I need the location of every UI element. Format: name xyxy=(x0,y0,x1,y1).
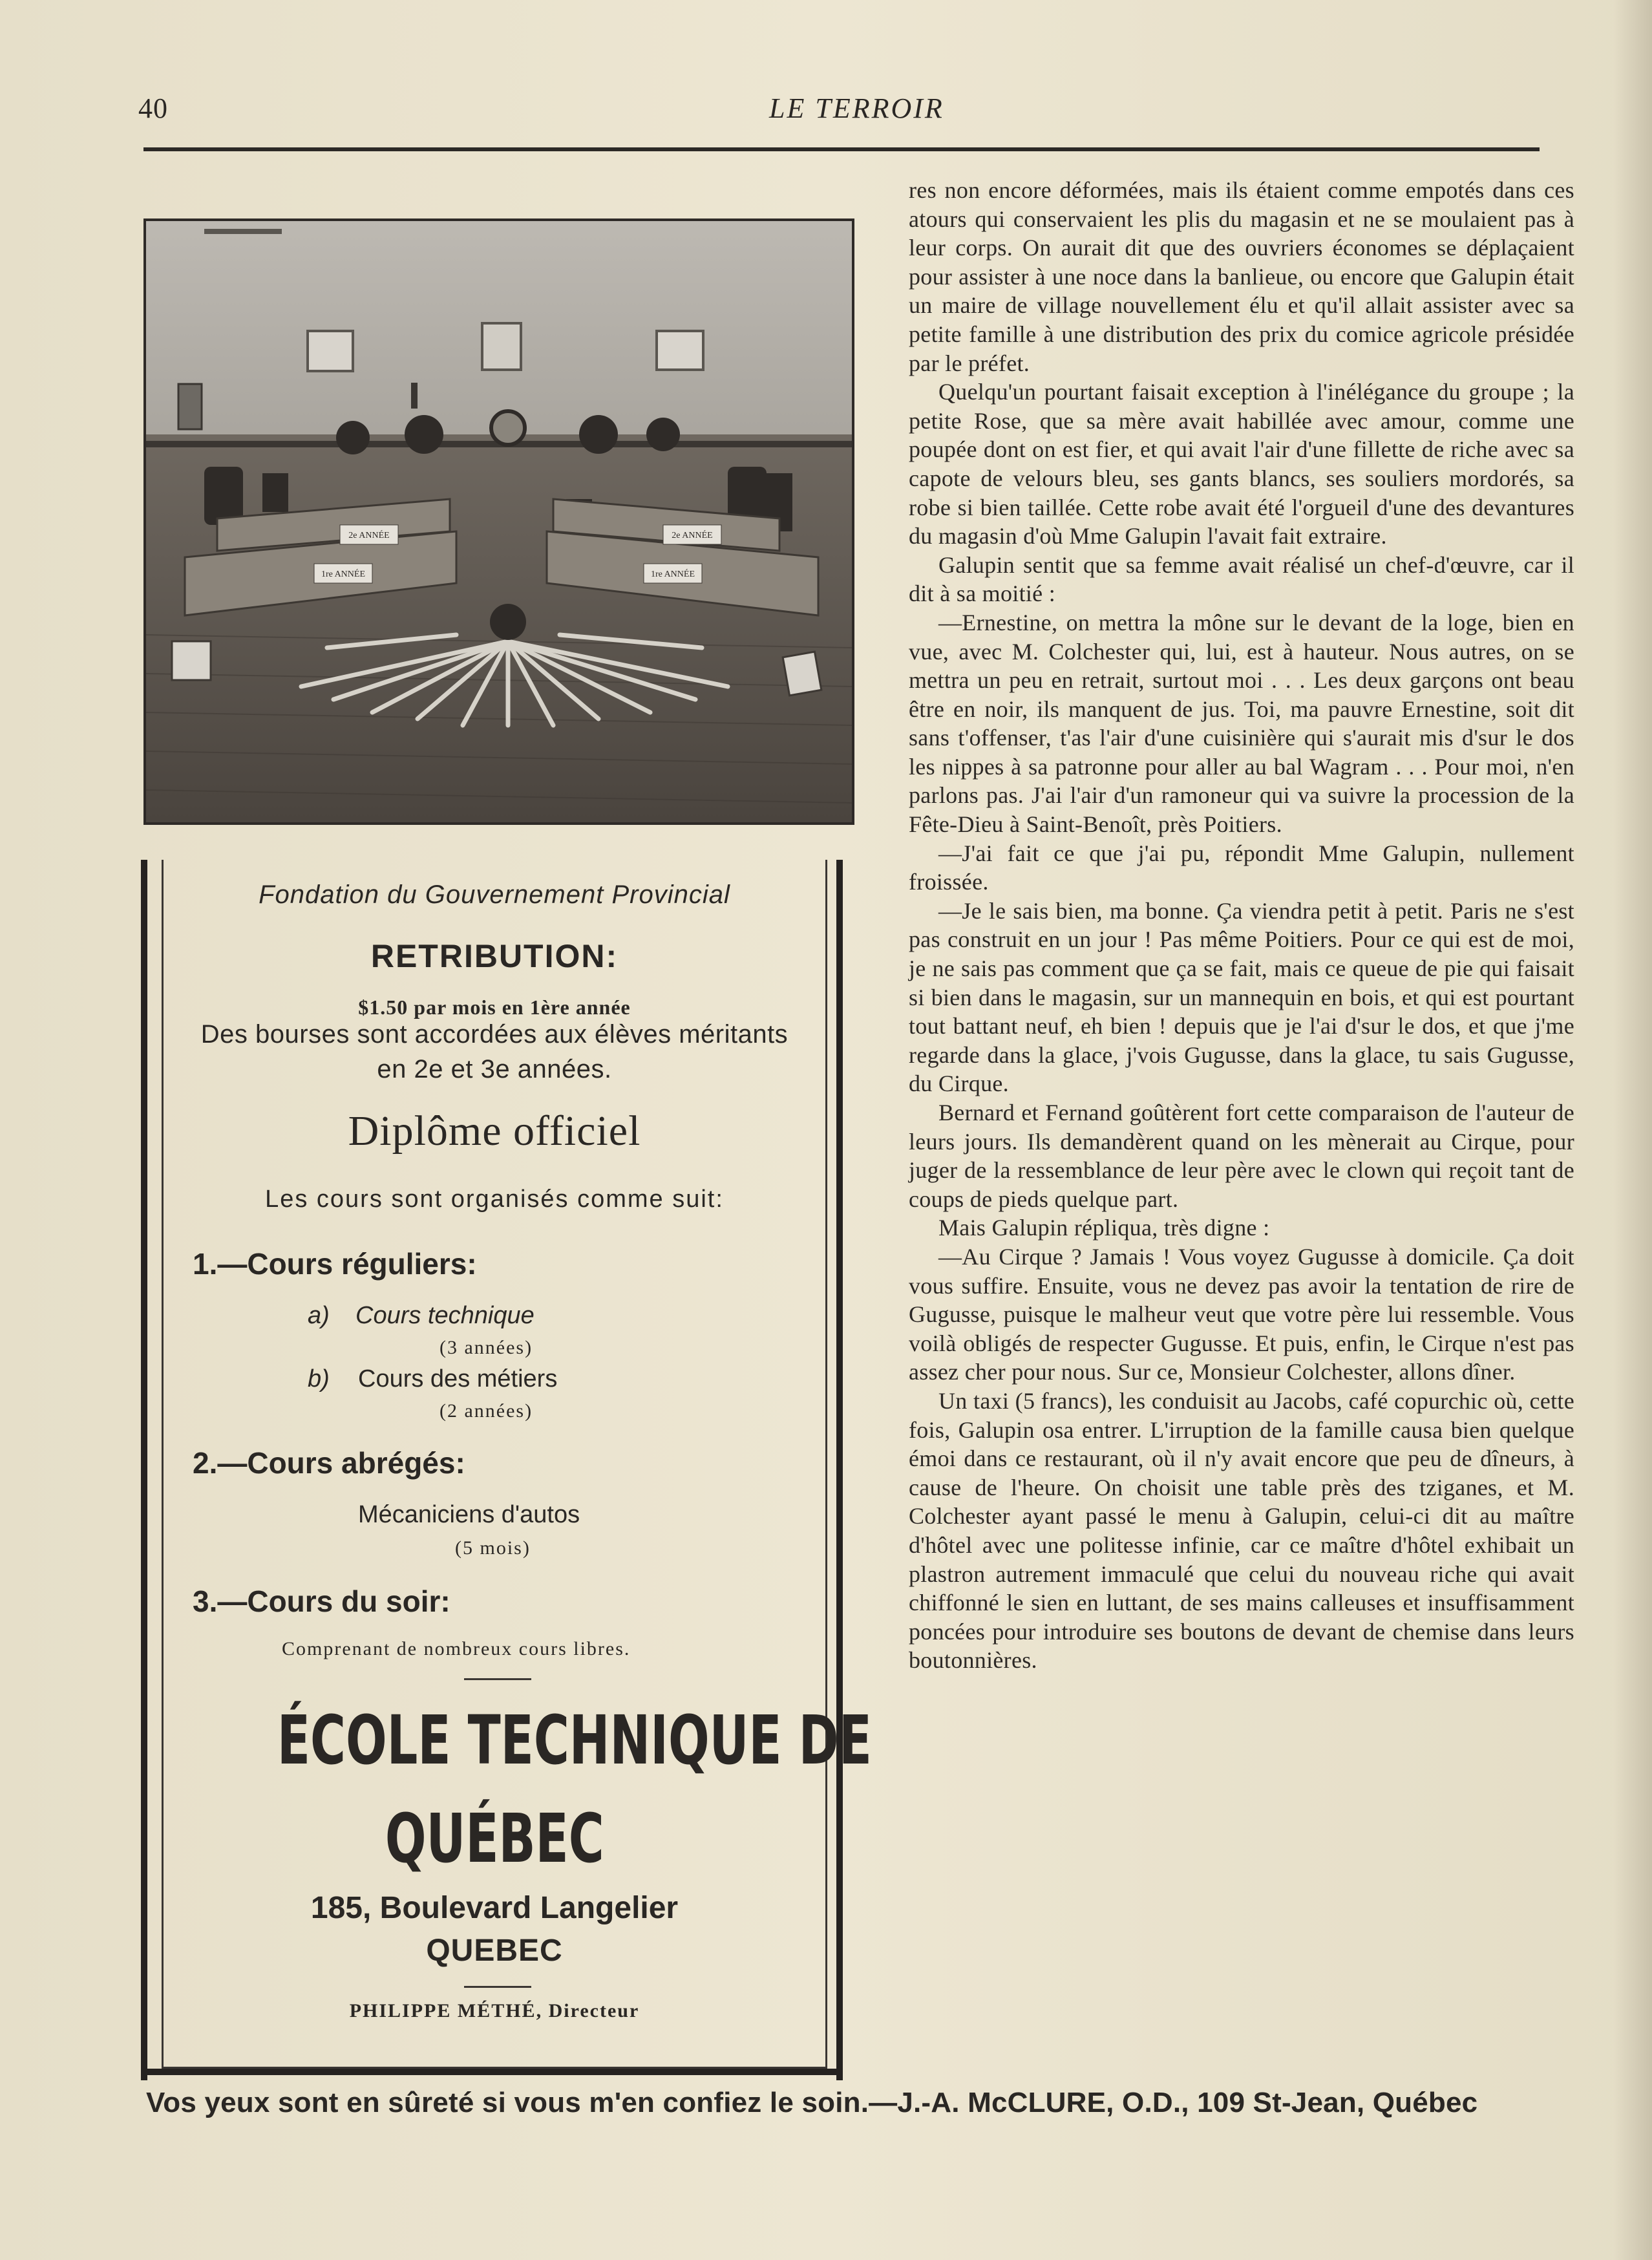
advert-school-line1-wrap xyxy=(162,1701,872,1780)
advert-foundation: Fondation du Gouvernement Provincial xyxy=(259,880,730,909)
sign-label: 2e ANNÉE xyxy=(672,531,713,540)
advert-section1-heading: 1.—Cours réguliers: xyxy=(193,1247,477,1281)
sign-label: 1re ANNÉE xyxy=(321,570,366,579)
article-paragraph: Bernard et Fernand goûtèrent fort cette comparaison de l'auteur de leurs jours. Ils demandèrent quand on les mènerait au Cirque, pour juger de la ressemblance de leur père avec le clown qui reçoit tant de coups de pieds quelque part. xyxy=(909,1100,1574,1212)
page-edge-shadow xyxy=(1613,0,1652,2260)
article-paragraph: —Ernestine, on mettra la mône sur le devant de la loge, bien en vue, avec M. Colchester qui, lui, est à hauteur. Nous autres, on se mettra un peu en retrait, surtout moi . . . Les deux garçons ont beau être en noir, ils manquent de jus. Toi, ma pauvre Ernestine, soit dit sans t'offenser, t'as l'air d'une cuisinière qui s'aurait mis d'sur le dos les nippes à sa patronne pour aller au bal Wagram . . . Pour moi, n'en parlons pas. J'ai l'air d'un ramoneur qui va suivre la procession de la Fête-Dieu à Saint-Benoît, près Poitiers. xyxy=(909,609,1574,838)
sign-label: 1re ANNÉE xyxy=(650,570,695,579)
advert-school-line2-wrap xyxy=(162,1800,827,1879)
advert-address: 185, Boulevard Langelier xyxy=(310,1891,679,1925)
advert-bourses-line1: Des bourses sont accordées aux élèves méritants xyxy=(200,1020,789,1049)
page-number: 40 xyxy=(138,92,168,124)
article-column xyxy=(909,176,1574,1675)
advert-section1-b-duration: (2 années) xyxy=(439,1400,533,1422)
workshop-photo xyxy=(143,219,854,825)
advert-school-line2: QUÉBEC xyxy=(385,1799,604,1878)
article-paragraph: res non encore déformées, mais ils étaient comme empotés dans ces atours qui conservaient les plis du magasin et ne se moulaient pas à leur corps. On aurait dit que des ouvriers économes se déplaçaient pour assister à une noce dans la banlieue, ou encore que Galupin était un maire de village nouvellement élu et qu'il allait assister avec sa petite famille à une distribution des prix du comice agricole présidée par le préfet. xyxy=(909,177,1574,376)
advert-section1-b-letter: b) xyxy=(308,1365,330,1392)
advert-bottom-rule xyxy=(141,2069,843,2075)
advert-section1-b-name: Cours des métiers xyxy=(358,1365,558,1392)
advert-section3-desc: Comprenant de nombreux cours libres. xyxy=(282,1638,631,1659)
article-paragraph: Un taxi (5 francs), les conduisit au Jacobs, café copurchic où, cette fois, Galupin osa entrer. L'irruption de la famille causa bien quelque émoi dans ce restaurant, où il n'y avait encore que peu de dîneurs, à cause de l'heure. On choisit une table près des tziganes, et M. Colchester ayant passé le menu à Galupin, celui-ci dit au maître d'hôtel avec une politesse infinie, car ce maître d'hôtel exhibait un plastron autrement immaculé que celui du nouveau riche qui avait chiffonné le sien en luttant, de ses mains calleuses et insuffisamment poncées pour introduire ses boutons de devant de chemise dans leurs boutonnières. xyxy=(909,1387,1574,1674)
advert-bourses-line2: en 2e et 3e années. xyxy=(377,1055,612,1083)
article-paragraph: —Au Cirque ? Jamais ! Vous voyez Gugusse à domicile. Ça doit vous suffire. Ensuite, vous ne devez pas avoir la tentation de rire de Gugusse, puisque le malheur veut que votre père lui ressemble. Vous voilà obligés de respecter Gugusse. Et puis, enfin, le Cirque n'est pas assez cher pour nous. Sur ce, Monsieur Colchester, allons dîner. xyxy=(909,1243,1574,1385)
advert-fee: $1.50 par mois en 1ère année xyxy=(358,996,631,1019)
article-paragraph: —Je le sais bien, ma bonne. Ça viendra petit à petit. Paris ne s'est pas construit en un jour ! Pas même Poitiers. Pour ce qui est de moi, je ne sais pas comment que ça se fait, mais ce queue de pie qui faisait si bien dans le magasin, sur un mannequin en bois, et qui est pourtant tout battant neuf, eh bien ! depuis que je l'ai d'sur le dos, et que j'me regarde dans la glace, j'vois Gugusse, dans la glace, tu sais Gugusse, du Cirque. xyxy=(909,897,1574,1097)
advert-section2-name: Mécaniciens d'autos xyxy=(358,1501,580,1528)
header-rule xyxy=(143,147,1540,151)
advert-section1-a-duration: (3 années) xyxy=(439,1337,533,1358)
advert-director: PHILIPPE MÉTHÉ, Directeur xyxy=(349,2000,640,2021)
advert-city: QUEBEC xyxy=(426,1934,563,1968)
advert-divider-2 xyxy=(464,1986,531,1988)
footer-advert: Vos yeux sont en sûreté si vous m'en confiez le soin.—J.-A. McCLURE, O.D., 109 St-Jean, Québec xyxy=(146,2087,1478,2118)
article-paragraph: Galupin sentit que sa femme avait réalisé un chef-d'œuvre, car il dit à sa moitié : xyxy=(909,551,1574,607)
advert-diploma: Diplôme officiel xyxy=(348,1107,641,1155)
advert-section1-a-letter: a) xyxy=(308,1302,330,1329)
advert-courses-intro: Les cours sont organisés comme suit: xyxy=(265,1186,724,1213)
article-paragraph: Quelqu'un pourtant faisait exception à l'inélégance du groupe ; la petite Rose, que sa mère avait habillée avec amour, comme une poupée dont on est fier, et qui avait l'air d'une fillette de riche avec sa capote de velours bleu, ses gants blancs, ses souliers mordorés, sa robe si bien taillée. Cette robe avait été l'orgueil d'une des devantures du magasin d'où Mme Galupin l'avait fait extraire. xyxy=(909,379,1574,549)
advert-school-line1: ÉCOLE TECHNIQUE DE xyxy=(277,1701,872,1780)
advert-retribution-heading: RETRIBUTION: xyxy=(370,938,619,974)
sign-label: 2e ANNÉE xyxy=(348,531,390,540)
article-paragraph: —J'ai fait ce que j'ai pu, répondit Mme Galupin, nullement froissée. xyxy=(909,840,1574,895)
advert-divider xyxy=(464,1678,531,1680)
article-paragraph: Mais Galupin répliqua, très digne : xyxy=(938,1215,1270,1241)
advert-section2-heading: 2.—Cours abrégés: xyxy=(193,1446,465,1480)
advert-section3-heading: 3.—Cours du soir: xyxy=(193,1584,450,1618)
advert-section2-duration: (5 mois) xyxy=(455,1537,531,1559)
advert-section1-a-name: Cours technique xyxy=(355,1302,535,1329)
running-title: LE TERROIR xyxy=(769,92,944,124)
